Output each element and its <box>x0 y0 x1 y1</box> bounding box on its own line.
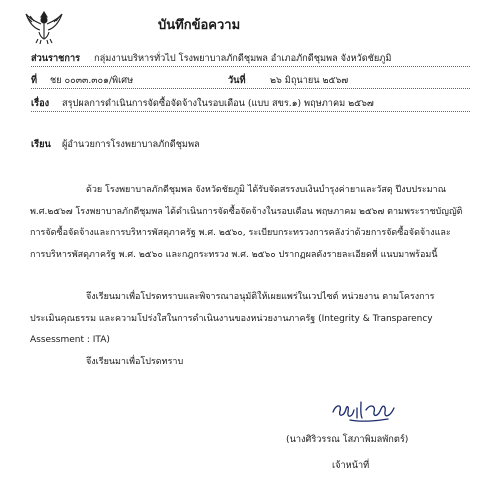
ref-label: ที่ <box>31 75 38 86</box>
body-paragraph-2: จึงเรียนมาเพื่อโปรดทราบและพิจารณาอนุมัติให้เผยแพร่ในเวปไซต์ หน่วยงาน ตามโครงการ ประเมินคุณธรรม และความโปร่งใสในการดำเนินงานของหน่วยงานภาครัฐ (Integrity & Transparency Assessment : ITA) <box>30 292 435 345</box>
subject-underline <box>31 111 470 112</box>
signatory-position: เจ้าหน้าที่ <box>332 460 370 471</box>
date-value: ๒๖ มิถุนายน ๒๕๖๗ <box>270 75 349 86</box>
body-paragraph-1: ด้วย โรงพยาบาลภักดีชุมพล จังหวัดชัยภูมิ ได้รับจัดสรรงบเงินบำรุงค่ายาและวัสดุ ปีงบประมาณ พ.ศ.๒๕๖๗ โรงพยาบาลภักดีชุมพล ได้ดำเนินการจัดซื้อจัดจ้างในรอบเดือน พฤษภาคม ๒๕๖๗ ตามพระราชบัญญัติการจัดซื้อจัดจ้างและการบริหารพัสดุภาครัฐ พ.ศ. ๒๕๖๐, ระเบียบกระทรวงการคลังว่าด้วยการจัดซื้อจัดจ้างและการบริหารพัสดุภาครัฐ พ.ศ. ๒๕๖๐ และกฎกระทรวง พ.ศ. ๒๕๖๐ ปรากฏผลดังรายละเอียดที่ แนบมาพร้อมนี้ <box>30 185 463 260</box>
ref-value: ชย ๐๐๓๓.๓๐๑/พิเศษ <box>50 75 134 86</box>
date-label: วันที่ <box>228 75 246 86</box>
memo-title: บันทึกข้อความ <box>158 18 241 33</box>
agency-underline <box>31 66 470 67</box>
agency-label: ส่วนราชการ <box>31 53 81 64</box>
handwritten-signature <box>330 396 400 424</box>
to-label: เรียน <box>31 139 51 150</box>
subject-label: เรื่อง <box>31 98 50 109</box>
body-paragraph-3: จึงเรียนมาเพื่อโปรดทราบ <box>86 357 184 367</box>
subject-value: สรุปผลการดำเนินการจัดซื้อจัดจ้างในรอบเดือน (แบบ สขร.๑) พฤษภาคม ๒๕๖๗ <box>62 98 374 109</box>
to-value: ผู้อำนวยการโรงพยาบาลภักดีชุมพล <box>62 139 200 150</box>
signatory-name: (นางศิริวรรณ โสภาพิมลพักตร์) <box>286 434 409 445</box>
garuda-emblem-icon <box>24 8 64 46</box>
agency-value: กลุ่มงานบริหารทั่วไป โรงพยาบาลภักดีชุมพล อำเภอภักดีชุมพล จังหวัดชัยภูมิ <box>94 53 392 64</box>
ref-underline <box>31 88 470 89</box>
